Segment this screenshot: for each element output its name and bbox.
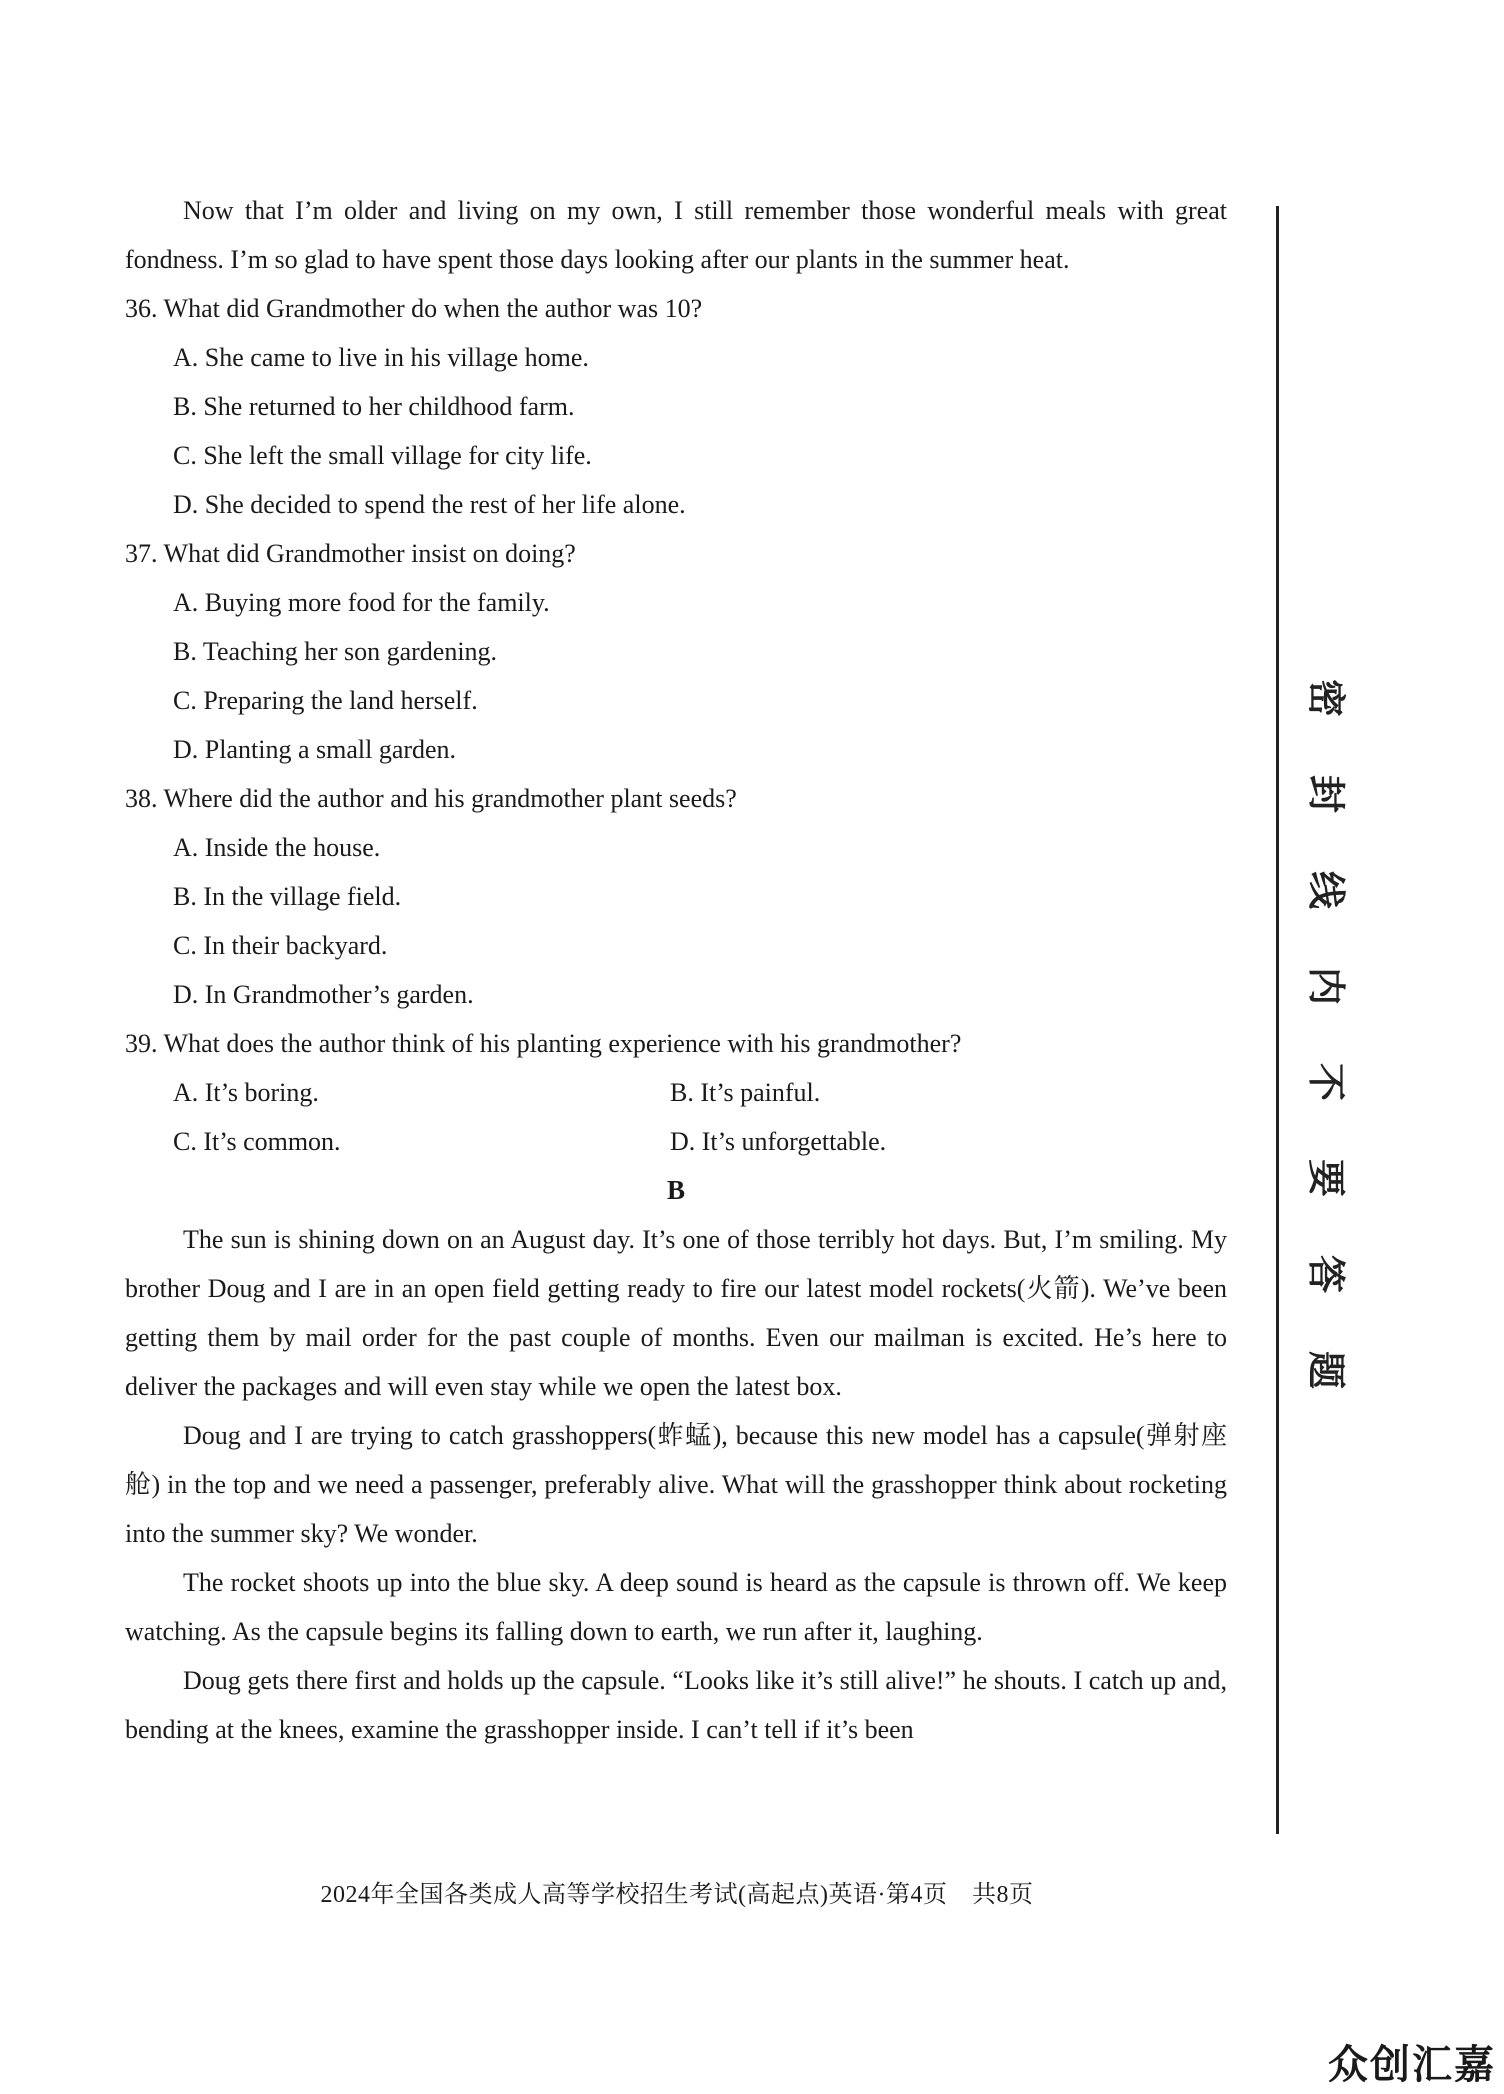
question-stem: 39. What does the author think of his planting experience with his grandmother?	[125, 1029, 962, 1058]
question-37	[125, 529, 1227, 774]
option-b: B. Teaching her son gardening.	[173, 637, 498, 666]
page-body	[125, 186, 1227, 1754]
question-36	[125, 284, 1227, 529]
option-d: D. She decided to spend the rest of her life alone.	[173, 490, 686, 519]
question-39	[125, 1019, 1227, 1166]
option-a: A. Buying more food for the family.	[173, 588, 550, 617]
seal-line-notice	[1296, 650, 1356, 1418]
seal-char: 内	[1303, 966, 1348, 1006]
options-list	[125, 333, 1227, 529]
seal-char: 封	[1303, 774, 1348, 814]
section-b-paragraph-3: The rocket shoots up into the blue sky. A deep sound is heard as the capsule is thrown off. We keep watching. As the capsule begins its falling down to earth, we run after it, laughing.	[125, 1568, 1227, 1646]
passage-a-closing-paragraph: Now that I’m older and living on my own, I still remember those wonderful meals with great fondness. I’m so glad to have spent those days looking after our plants in the summer heat.	[125, 196, 1227, 274]
question-38	[125, 774, 1227, 1019]
seal-char: 不	[1303, 1062, 1348, 1102]
option-d: D. Planting a small garden.	[173, 735, 457, 764]
options-list	[125, 823, 1227, 1019]
question-stem: 36. What did Grandmother do when the author was 10?	[125, 294, 703, 323]
option-a: A. It’s boring.	[173, 1078, 319, 1107]
seal-char: 题	[1303, 1350, 1348, 1390]
option-b: B. It’s painful.	[670, 1078, 821, 1107]
option-c: C. She left the small village for city life.	[173, 441, 592, 470]
section-b-paragraph-1: The sun is shining down on an August day. It’s one of those terribly hot days. But, I’m smiling. My brother Doug and I are in an open field getting ready to fire our latest model rockets(火箭). We’ve been getting them by mail order for the past couple of months. Even our mailman is excited. He’s here to deliver the packages and will even stay while we open the latest box.	[125, 1225, 1227, 1401]
option-a: A. She came to live in his village home.	[173, 343, 589, 372]
watermark-logo: 众创汇嘉	[1328, 2042, 1496, 2088]
section-b-paragraph-4: Doug gets there first and holds up the capsule. “Looks like it’s still alive!” he shouts. I catch up and, bending at the knees, examine the grasshopper inside. I can’t tell if it’s been	[125, 1666, 1227, 1744]
option-c: C. Preparing the land herself.	[173, 686, 478, 715]
option-c: C. In their backyard.	[173, 931, 388, 960]
option-d: D. It’s unforgettable.	[670, 1127, 887, 1156]
question-stem: 37. What did Grandmother insist on doing?	[125, 539, 576, 568]
seal-char: 要	[1303, 1158, 1348, 1198]
options-grid	[125, 1068, 1227, 1166]
option-b: B. In the village field.	[173, 882, 402, 911]
question-stem: 38. Where did the author and his grandmother plant seeds?	[125, 784, 737, 813]
option-a: A. Inside the house.	[173, 833, 381, 862]
section-b-paragraph-2: Doug and I are trying to catch grasshoppers(蚱蜢), because this new model has a capsule(弹射座舱) in the top and we need a passenger, preferably alive. What will the grasshopper think about rocketing into the summer sky? We wonder.	[125, 1421, 1227, 1548]
options-list	[125, 578, 1227, 774]
seal-char: 线	[1303, 870, 1348, 910]
option-d: D. In Grandmother’s garden.	[173, 980, 474, 1009]
seal-char: 密	[1303, 678, 1348, 718]
page-footer: 2024年全国各类成人高等学校招生考试(高起点)英语·第4页 共8页	[320, 1882, 1034, 1908]
option-c: C. It’s common.	[173, 1127, 341, 1156]
seal-line	[1276, 206, 1279, 1834]
section-b-heading: B	[666, 1175, 685, 1205]
option-b: B. She returned to her childhood farm.	[173, 392, 575, 421]
seal-char: 答	[1303, 1254, 1348, 1294]
